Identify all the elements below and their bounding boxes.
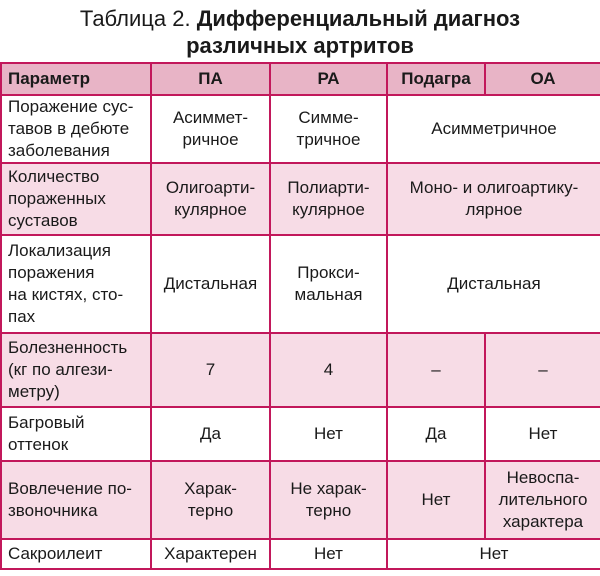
cell-gout-oa: Дистальная bbox=[387, 235, 600, 333]
header-row bbox=[1, 63, 600, 95]
cell-ra: Прокси- мальная bbox=[270, 235, 387, 333]
header-ra: РА bbox=[270, 63, 387, 95]
cell-oa: – bbox=[485, 333, 600, 407]
cell-pa: Олигоарти- кулярное bbox=[151, 163, 270, 235]
header-pa: ПА bbox=[151, 63, 270, 95]
cell-ra: 4 bbox=[270, 333, 387, 407]
table-row bbox=[1, 333, 600, 407]
header-parameter: Параметр bbox=[1, 63, 151, 95]
cell-ra: Полиарти- кулярное bbox=[270, 163, 387, 235]
cell-gout-oa: Нет bbox=[387, 539, 600, 569]
table-row bbox=[1, 539, 600, 569]
table-row bbox=[1, 95, 600, 163]
row-param: Болезненность (кг по алгези- метру) bbox=[1, 333, 151, 407]
table-title-prefix: Таблица 2. bbox=[79, 6, 191, 31]
cell-pa: Харак- терно bbox=[151, 461, 270, 539]
cell-ra: Не харак- терно bbox=[270, 461, 387, 539]
cell-gout-oa: Моно- и олигоартику- лярное bbox=[387, 163, 600, 235]
header-gout: Подагра bbox=[387, 63, 485, 95]
cell-gout: Да bbox=[387, 407, 485, 461]
header-oa: ОА bbox=[485, 63, 600, 95]
diagnosis-table bbox=[0, 62, 600, 570]
cell-pa: Да bbox=[151, 407, 270, 461]
row-param: Сакроилеит bbox=[1, 539, 151, 569]
cell-gout-oa: Асимметричное bbox=[387, 95, 600, 163]
cell-gout: – bbox=[387, 333, 485, 407]
cell-ra: Симме- тричное bbox=[270, 95, 387, 163]
table-title bbox=[0, 0, 600, 62]
table-title-line2: различных артритов bbox=[186, 33, 414, 58]
cell-pa: Асиммет- ричное bbox=[151, 95, 270, 163]
cell-oa: Невоспа- лительного характера bbox=[485, 461, 600, 539]
row-param: Багровый оттенок bbox=[1, 407, 151, 461]
row-param: Количество пораженных суставов bbox=[1, 163, 151, 235]
table-row bbox=[1, 163, 600, 235]
table-row bbox=[1, 461, 600, 539]
row-param: Вовлечение по- звоночника bbox=[1, 461, 151, 539]
table-row bbox=[1, 407, 600, 461]
table-row bbox=[1, 235, 600, 333]
cell-ra: Нет bbox=[270, 407, 387, 461]
cell-gout: Нет bbox=[387, 461, 485, 539]
cell-oa: Нет bbox=[485, 407, 600, 461]
cell-ra: Нет bbox=[270, 539, 387, 569]
cell-pa: 7 bbox=[151, 333, 270, 407]
cell-pa: Дистальная bbox=[151, 235, 270, 333]
row-param: Поражение сус- тавов в дебюте заболевания bbox=[1, 95, 151, 163]
row-param: Локализация поражения на кистях, сто- пах bbox=[1, 235, 151, 333]
table-title-line1: Дифференциальный диагноз bbox=[196, 6, 521, 31]
cell-pa: Характерен bbox=[151, 539, 270, 569]
